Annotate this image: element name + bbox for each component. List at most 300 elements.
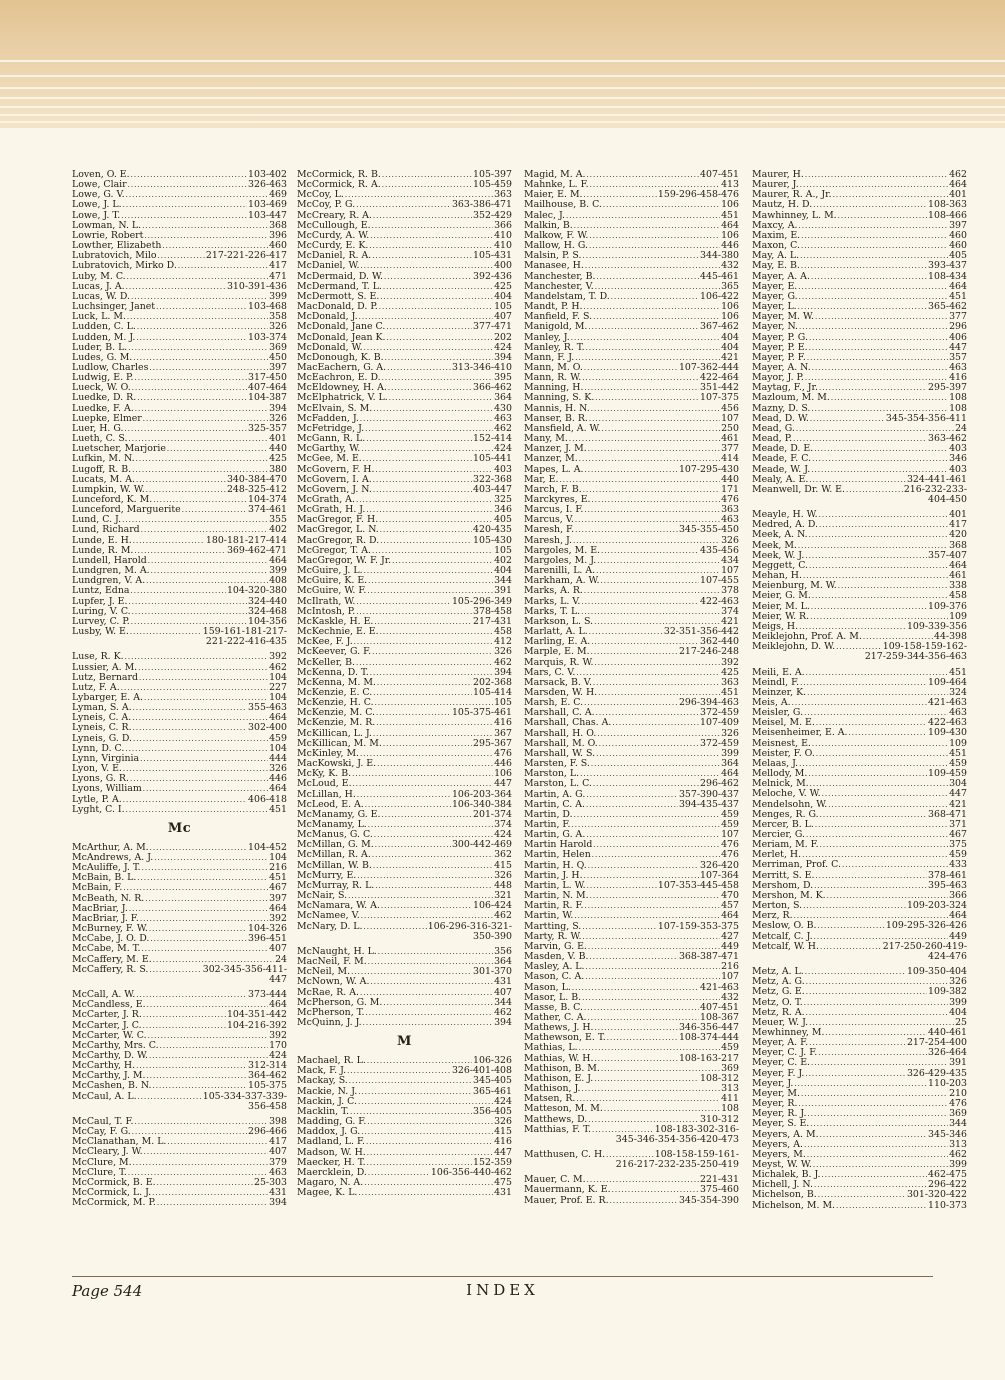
entry-pages: 326 <box>721 534 739 546</box>
dot-leader <box>589 231 720 241</box>
dot-leader <box>582 373 699 383</box>
entry-name: Mathias, W. H. <box>524 1052 594 1064</box>
entry-pages: 459 <box>269 732 287 744</box>
entry-pages: 401 <box>269 433 287 445</box>
dot-leader <box>384 272 472 282</box>
entry-pages: 413 <box>721 179 739 191</box>
dot-leader <box>804 708 948 718</box>
entry-name: McCarter, W. C. <box>72 1029 147 1041</box>
dot-leader <box>571 333 720 343</box>
entry-pages: 391 <box>949 1057 967 1069</box>
dot-leader <box>358 1188 493 1198</box>
dot-leader <box>593 678 720 688</box>
entry-name: Mauer, Prof. E. R. <box>524 1194 609 1206</box>
entry-pages: 108 <box>949 392 967 404</box>
index-column-2 <box>297 170 512 1198</box>
entry-pages: 449 <box>949 930 967 942</box>
entry-name: McFetridge, J. <box>297 422 365 434</box>
dot-leader <box>383 739 472 749</box>
dot-leader <box>157 1198 268 1208</box>
entry-name: Maresh, J. <box>524 534 573 546</box>
dot-leader <box>594 1023 677 1033</box>
entry-pages: 363-386-471 <box>451 199 512 211</box>
entry-pages: 464 <box>721 768 739 780</box>
entry-name: Meek, A. N. <box>752 529 808 541</box>
entry-pages: 399 <box>721 747 739 759</box>
entry-pages: 32-351-356-442 <box>663 626 739 638</box>
entry-pages: 462 <box>269 661 287 673</box>
entry-name: McGrath, A. <box>297 494 355 505</box>
entry-name: Meili, E. A. <box>752 666 805 678</box>
entry-pages: 408 <box>269 575 287 587</box>
entry-name: March, F. B. <box>524 483 582 495</box>
entry-pages: 392 <box>269 1029 287 1041</box>
entry-name: Marsten, F. S. <box>524 758 590 770</box>
entry-name: MacGregor, F. H. <box>297 514 379 526</box>
entry-name: McBain, B. L. <box>72 872 137 884</box>
entry-name: McCormick, L. J. <box>72 1187 152 1198</box>
dot-leader <box>807 688 948 698</box>
dot-leader <box>356 658 493 668</box>
entry-pages: 446 <box>269 773 287 785</box>
entry-pages: 394 <box>494 666 512 678</box>
entry-name: Meier, M. L. <box>752 600 810 612</box>
index-title: INDEX <box>466 1281 539 1299</box>
entry-name: Meinzer, K. <box>752 686 807 698</box>
entry-name: Meyers, A. <box>752 1138 803 1150</box>
entry-name: Ludes, G. M. <box>72 351 133 363</box>
entry-name: Marvin, G. E. <box>524 940 587 952</box>
dot-leader <box>594 658 720 668</box>
entry-name: Marks, T. L. <box>524 605 581 617</box>
dot-leader <box>799 292 949 302</box>
dot-leader <box>125 744 268 754</box>
entry-name: McIlrath, W. <box>297 595 356 607</box>
entry-name: Meek, M. <box>752 539 797 551</box>
dot-leader <box>590 952 678 962</box>
entry-pages: 464 <box>269 999 287 1011</box>
index-entry <box>297 977 512 987</box>
entry-name: Lutz, F. A. <box>72 681 120 693</box>
entry-pages: 324-440 <box>248 595 287 607</box>
dot-leader <box>804 1140 948 1150</box>
entry-name: Meggett, C. <box>752 559 809 571</box>
dot-leader <box>585 972 720 982</box>
entry-pages: 104-387 <box>248 392 287 404</box>
entry-pages: 425 <box>721 666 739 678</box>
entry-pages: 365 <box>721 280 739 292</box>
entry-name: McMillan, G. M. <box>297 839 374 851</box>
entry-name: Menges, R. G. <box>752 808 819 820</box>
dot-leader <box>375 881 493 891</box>
entry-name: Masor, L. B. <box>524 991 582 1003</box>
entry-name: Mandelstam, T. D. <box>524 290 610 302</box>
index-entry-continuation: 345-346-354-356-420-473 <box>615 1133 739 1145</box>
dot-leader <box>132 383 247 393</box>
dot-leader <box>569 434 720 444</box>
dot-leader <box>589 627 663 637</box>
entry-pages: 365-461 <box>473 1085 512 1097</box>
entry-pages: 324 <box>949 686 967 698</box>
entry-name: Maercklein, D. <box>297 1166 367 1178</box>
index-entry <box>297 647 512 657</box>
dot-leader <box>138 1092 202 1102</box>
entry-pages: 464 <box>269 902 287 914</box>
dot-leader <box>144 1147 268 1157</box>
entry-pages: 346 <box>949 453 967 465</box>
dot-leader <box>351 967 472 977</box>
entry-pages: 462-475 <box>928 1169 967 1181</box>
entry-pages: 458 <box>494 626 512 638</box>
entry-name: McCreary, R. A. <box>297 209 372 221</box>
entry-pages: 447 <box>494 1146 512 1158</box>
entry-name: McKee, F. J. <box>297 636 353 648</box>
entry-pages: 422-463 <box>928 717 967 729</box>
dot-leader <box>380 525 472 535</box>
entry-name: Lyneis, C. A. <box>72 712 132 724</box>
dot-leader <box>373 404 493 414</box>
entry-pages: 109-295-326-426 <box>885 920 967 932</box>
dot-leader <box>383 998 493 1008</box>
entry-name: Marston, L. <box>524 768 580 780</box>
dot-leader <box>392 556 493 566</box>
entry-name: Luck, L. M. <box>72 311 126 323</box>
entry-name: Marquis, R. W. <box>524 656 594 668</box>
entry-name: McGarthy, W. <box>297 443 361 455</box>
dot-leader <box>799 322 948 332</box>
dot-leader <box>799 221 949 231</box>
dot-leader <box>607 1033 678 1043</box>
entry-pages: 467 <box>949 829 967 840</box>
dot-leader <box>819 520 948 530</box>
entry-name: Martin, A. G. <box>524 788 586 800</box>
entry-pages: 372-459 <box>700 707 739 719</box>
entry-name: Meier, G. M. <box>752 590 811 602</box>
entry-pages: 425 <box>269 453 287 465</box>
entry-pages: 107 <box>721 565 739 577</box>
entry-pages: 461 <box>949 570 967 582</box>
dot-leader <box>376 718 493 728</box>
entry-name: McGovern, J. N. <box>297 483 372 495</box>
dot-leader <box>838 581 948 591</box>
entry-pages: 104 <box>269 691 287 703</box>
entry-name: McDonald, Jean K. <box>297 331 386 343</box>
dot-leader <box>383 282 493 292</box>
entry-name: Malsin, P. S. <box>524 250 582 262</box>
entry-name: McClanathan, M. L. <box>72 1136 167 1148</box>
entry-pages: 221-431 <box>700 1174 739 1186</box>
dot-leader <box>373 861 493 871</box>
entry-name: Maxim, E. <box>752 229 801 241</box>
entry-pages: 109-382 <box>928 986 967 998</box>
entry-name: Metz, G. E. <box>752 986 805 998</box>
dot-leader <box>587 881 657 891</box>
entry-name: McKeever, G. F. <box>297 646 372 658</box>
entry-pages: 104-320-380 <box>226 585 287 597</box>
entry-pages: 399 <box>269 565 287 577</box>
entry-name: May, A. L. <box>752 250 800 262</box>
entry-pages: 367-462 <box>700 321 739 333</box>
entry-pages: 104 <box>269 852 287 863</box>
dot-leader <box>128 180 247 190</box>
entry-name: McGuire, J. L. <box>297 565 363 577</box>
entry-name: Meisler, G. <box>752 707 804 719</box>
dot-leader <box>589 414 720 424</box>
entry-name: MacKowski, J. E. <box>297 758 377 770</box>
entry-pages: 464 <box>721 219 739 231</box>
dot-leader <box>820 1130 927 1140</box>
entry-name: Metcalf, W. H. <box>752 940 819 952</box>
entry-pages: 296-394-463 <box>678 697 739 709</box>
entry-pages: 364-462 <box>248 1070 287 1082</box>
index-entry <box>524 322 739 332</box>
entry-name: McKenzie, H. C. <box>297 697 374 709</box>
entry-pages: 326-420 <box>700 859 739 871</box>
entry-pages: 201-374 <box>473 808 512 820</box>
dot-leader <box>363 1018 493 1028</box>
entry-name: Meslow, O. B. <box>752 920 817 932</box>
entry-name: McGuire, W. F. <box>297 585 367 597</box>
entry-pages: 369-462-471 <box>226 544 287 556</box>
dot-leader <box>374 617 472 627</box>
entry-name: Mackay, S. <box>297 1075 348 1087</box>
entry-pages: 345-354-356-411 <box>885 412 967 424</box>
entry-pages: 108-183-302-316- <box>654 1123 739 1135</box>
dot-leader <box>366 434 472 444</box>
entry-name: Martin, J. H. <box>524 869 583 881</box>
entry-pages: 217-221-226-417 <box>205 250 287 262</box>
index-column-4 <box>752 170 967 1211</box>
dot-leader <box>815 312 948 322</box>
entry-pages: 322-368 <box>473 473 512 485</box>
entry-pages: 447 <box>494 778 512 790</box>
entry-name: McCormick, R. B. <box>297 169 381 180</box>
entry-pages: 462 <box>494 656 512 668</box>
entry-name: Mathewson, E. T. <box>524 1032 606 1044</box>
dot-leader <box>806 1008 949 1018</box>
entry-pages: 110-203 <box>928 1077 967 1089</box>
index-entry <box>524 972 739 982</box>
entry-name: Mead, D. W. <box>752 412 809 424</box>
entry-name: Meisnest, E. <box>752 737 811 749</box>
entry-name: Margoles, M. J. <box>524 554 597 566</box>
entry-name: McMillan, R. A. <box>297 849 371 861</box>
entry-pages: 105-414 <box>473 686 512 698</box>
entry-pages: 170 <box>269 1039 287 1051</box>
entry-pages: 365-462 <box>928 301 967 313</box>
entry-pages: 394 <box>269 1197 287 1209</box>
dot-leader <box>810 414 885 424</box>
dot-leader <box>356 607 472 617</box>
entry-pages: 407 <box>269 943 287 955</box>
entry-name: Magaro, N. A. <box>297 1177 364 1188</box>
entry-pages: 106 <box>721 311 739 323</box>
entry-name: McKinley, M. <box>297 747 360 759</box>
dot-leader <box>590 891 721 901</box>
dot-leader <box>812 363 948 373</box>
entry-pages: 463 <box>949 361 967 373</box>
entry-name: McNair, S. <box>297 890 348 902</box>
entry-pages: 358 <box>269 311 287 323</box>
entry-name: Lyneis, C. R. <box>72 722 132 734</box>
entry-name: Martin, D. <box>524 808 573 820</box>
entry-name: McKechnie, E. E. <box>297 626 379 638</box>
dot-leader <box>805 967 906 977</box>
entry-name: Mautz, H. D. <box>752 199 813 211</box>
entry-pages: 459 <box>721 819 739 830</box>
entry-pages: 346-356-447 <box>678 1022 739 1034</box>
entry-pages: 345-405 <box>473 1075 512 1087</box>
entry-name: Mann, M. O. <box>524 361 583 373</box>
dot-leader <box>372 221 494 231</box>
entry-name: Mathias, L. <box>524 1042 578 1054</box>
dot-leader <box>574 221 720 231</box>
entry-name: Luntz, Edna <box>72 585 130 597</box>
entry-name: Lunceford, Marguerite <box>72 504 181 516</box>
index-entry <box>524 1196 739 1206</box>
entry-pages: 432 <box>721 991 739 1003</box>
entry-pages: 402 <box>494 554 512 566</box>
entry-pages: 457 <box>721 900 739 912</box>
dot-leader <box>123 764 268 774</box>
dot-leader <box>350 1107 472 1117</box>
index-entry <box>72 784 287 794</box>
dot-leader <box>584 465 678 475</box>
entry-name: Mead, G. <box>752 422 795 434</box>
entry-name: Mehan, H. <box>752 570 802 582</box>
entry-pages: 326 <box>494 646 512 658</box>
dot-leader <box>143 1021 226 1031</box>
entry-pages: 395-463 <box>928 879 967 891</box>
entry-name: Luedke, D. R. <box>72 392 137 404</box>
dot-leader <box>145 894 268 904</box>
entry-pages: 217-254-400 <box>906 1037 967 1049</box>
dot-leader <box>603 200 720 210</box>
entry-name: McDermand, T. L. <box>297 280 382 292</box>
dot-leader <box>373 485 472 495</box>
dot-leader <box>373 211 472 221</box>
entry-pages: 464 <box>949 179 967 191</box>
entry-name: Meyer, M. <box>752 1087 800 1099</box>
entry-name: Lynn, D. C. <box>72 742 125 754</box>
entry-name: McArthur, A. M. <box>72 841 149 853</box>
entry-pages: 104-452 <box>248 841 287 853</box>
dot-leader <box>364 1178 493 1188</box>
dot-leader <box>818 1048 927 1058</box>
entry-pages: 103-468 <box>248 301 287 313</box>
entry-pages: 410 <box>494 240 512 252</box>
entry-pages: 104 <box>269 671 287 683</box>
index-entry <box>297 322 512 332</box>
entry-pages: 105-430 <box>473 534 512 546</box>
dot-leader <box>372 647 493 657</box>
entry-pages: 371 <box>949 818 967 830</box>
entry-name: Lyght, C. I. <box>72 803 125 815</box>
dot-leader <box>130 627 202 637</box>
entry-name: McBain, F. <box>72 882 123 894</box>
entry-name: McDermott, S. E. <box>297 290 380 302</box>
entry-pages: 377 <box>949 311 967 323</box>
dot-leader <box>382 810 473 820</box>
entry-name: Metz, R. A. <box>752 1006 805 1018</box>
entry-pages: 435-456 <box>700 544 739 556</box>
entry-pages: 108-466 <box>928 209 967 221</box>
entry-name: McGann, R. L. <box>297 433 366 445</box>
entry-name: McCandless, E. <box>72 999 146 1011</box>
entry-pages: 109-203-324 <box>906 900 967 912</box>
entry-name: McDermaid, D. W. <box>297 270 383 282</box>
entry-name: Meayle, H. W. <box>752 509 818 521</box>
entry-pages: 394 <box>494 1016 512 1028</box>
dot-leader <box>356 597 451 607</box>
entry-pages: 107-159-353-375 <box>657 920 739 932</box>
dot-leader <box>375 840 451 850</box>
entry-name: Mauer, C. M. <box>524 1174 586 1186</box>
entry-name: Meyer, C. J. F. <box>752 1047 818 1059</box>
dot-leader <box>836 1201 927 1211</box>
entry-pages: 107-409 <box>700 717 739 729</box>
entry-name: McAuliffe, J. T. <box>72 862 141 874</box>
entry-pages: 459 <box>949 849 967 861</box>
entry-pages: 431 <box>494 976 512 988</box>
dot-leader <box>373 475 472 485</box>
entry-name: Mandt, P. H. <box>524 301 583 313</box>
entry-name: Marcus, I. F. <box>524 504 584 516</box>
entry-pages: 451 <box>721 686 739 698</box>
entry-pages: 109-376 <box>928 600 967 612</box>
entry-name: Mealy, A. E. <box>752 473 809 485</box>
dot-leader <box>368 820 493 830</box>
entry-pages: 326-429-435 <box>906 1067 967 1079</box>
index-entry <box>72 1198 287 1208</box>
entry-name: Mar, E. <box>524 473 559 485</box>
entry-pages: 106-422 <box>700 290 739 302</box>
dot-leader <box>134 546 226 556</box>
entry-pages: 398 <box>269 1115 287 1127</box>
entry-pages: 109 <box>949 737 967 749</box>
entry-pages: 427 <box>721 930 739 942</box>
dot-leader <box>150 843 247 853</box>
entry-name: Mannis, H. N. <box>524 402 590 414</box>
dot-leader <box>838 211 927 221</box>
entry-pages: 107 <box>721 971 739 983</box>
dot-leader <box>366 1137 493 1147</box>
entry-pages: 421-463 <box>928 696 967 708</box>
entry-pages: 415 <box>494 1126 512 1138</box>
entry-pages: 451 <box>269 803 287 815</box>
entry-name: McLillan, H. <box>297 788 356 800</box>
dot-leader <box>358 1087 472 1097</box>
entry-name: Lucats, M. A. <box>72 473 135 485</box>
entry-pages: 425 <box>494 280 512 292</box>
entry-name: Meriam, M. F. <box>752 839 819 851</box>
entry-pages: 105 <box>494 697 512 709</box>
index-entry-continuation: 350-390 <box>473 930 512 942</box>
index-entry-continuation: 221-222-416-435 <box>205 636 287 648</box>
dot-leader <box>133 536 205 546</box>
entry-name: Maxcy, A. <box>752 219 798 231</box>
index-entry <box>72 1147 287 1157</box>
entry-pages: 295-367 <box>473 737 512 749</box>
entry-name: Lowe, J. T. <box>72 209 121 221</box>
dot-leader <box>809 1038 906 1048</box>
entry-name: Masse, B. C. <box>524 1001 583 1013</box>
dot-leader <box>125 424 248 434</box>
entry-pages: 317-450 <box>248 372 287 384</box>
entry-pages: 345-346 <box>928 1128 967 1140</box>
dot-leader <box>801 231 948 241</box>
entry-pages: 467 <box>269 882 287 894</box>
